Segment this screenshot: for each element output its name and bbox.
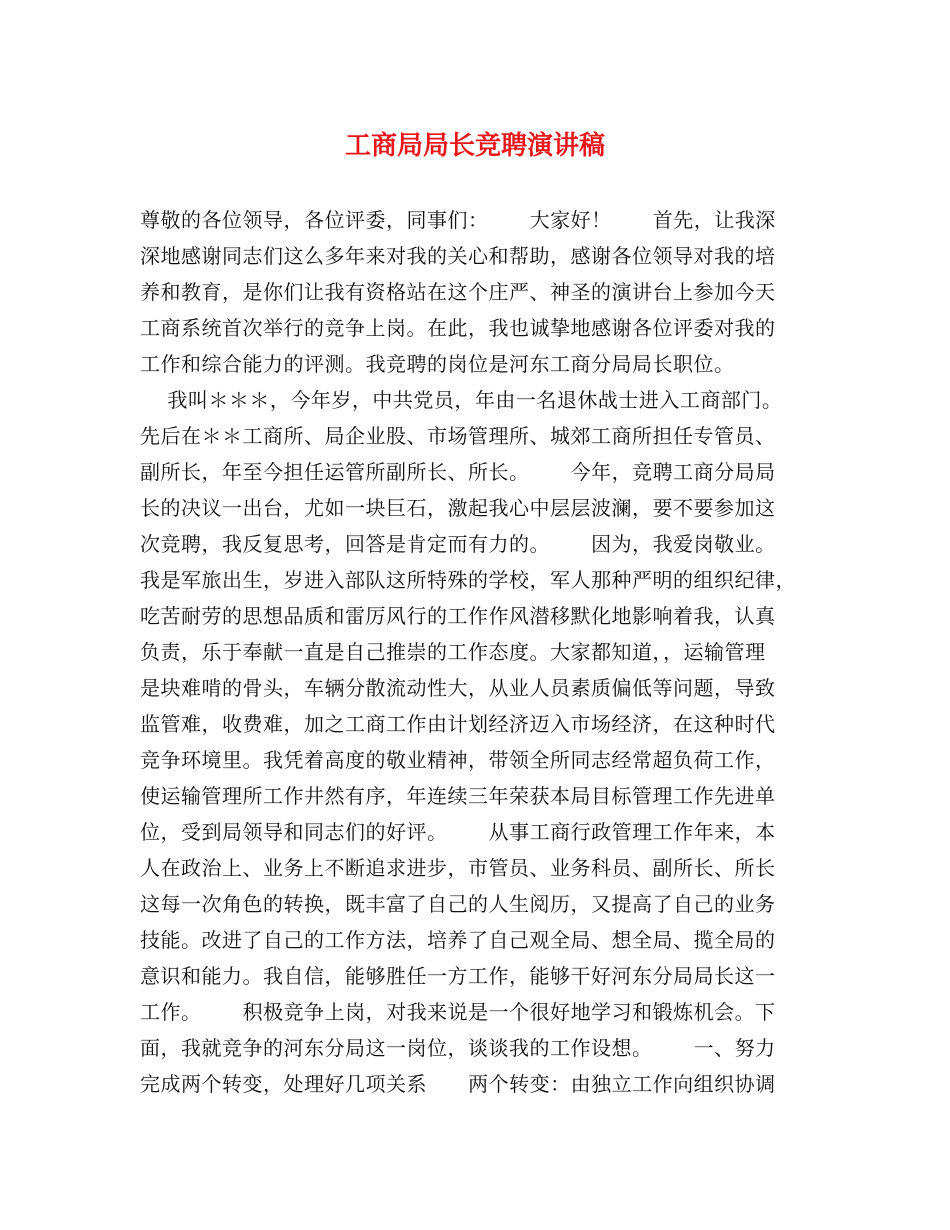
body-line: 副所长，年至今担任运管所副所长、所长。 今年，竞聘工商分局局 [140,460,776,484]
document-body [140,202,830,1102]
body-line: 位，受到局领导和同志们的好评。 从事工商行政管理工作年来，本 [140,820,776,844]
body-line: 人在政治上、业务上不断追求进步，市管员、业务科员、副所长、所长 [140,856,776,880]
body-line: 完成两个转变，处理好几项关系 两个转变：由独立工作向组织协调 [140,1072,776,1096]
body-line: 使运输管理所工作井然有序，年连续三年荣获本局目标管理工作先进单 [140,784,776,808]
body-line: 深地感谢同志们这么多年来对我的关心和帮助，感谢各位领导对我的培 [140,244,776,268]
body-line: 吃苦耐劳的思想品质和雷厉风行的工作作风潜移默化地影响着我，认真 [140,604,776,628]
document-title: 工商局局长竞聘演讲稿 [344,131,605,161]
body-line: 工作和综合能力的评测。我竞聘的岗位是河东工商分局局长职位。 [140,352,735,376]
body-line: 这每一次角色的转换，既丰富了自己的人生阅历，又提高了自己的业务 [140,892,776,916]
body-line: 监管难，收费难，加之工商工作由计划经济迈入市场经济，在这种时代 [140,712,776,736]
body-line: 次竞聘，我反复思考，回答是肯定而有力的。 因为，我爱岗敬业。 [140,532,776,556]
body-line: 竞争环境里。我凭着高度的敬业精神，带领全所同志经常超负荷工作， [140,748,776,772]
body-line: 工商系统首次举行的竞争上岗。在此，我也诚挚地感谢各位评委对我的 [140,316,776,340]
body-line: 养和教育，是你们让我有资格站在这个庄严、神圣的演讲台上参加今天 [140,280,776,304]
body-line: 长的决议一出台，尤如一块巨石，激起我心中层层波澜，要不要参加这 [140,496,776,520]
body-line: 我是军旅出生，岁进入部队这所特殊的学校，军人那种严明的组织纪律， [140,568,796,592]
body-line: 尊敬的各位领导，各位评委，同事们： 大家好！ 首先，让我深 [140,208,776,232]
body-line: 面，我就竞争的河东分局这一岗位，谈谈我的工作设想。 一、努力 [140,1036,776,1060]
body-line: 负责，乐于奉献一直是自己推崇的工作态度。大家都知道，，运输管理 [140,640,766,664]
body-line: 我叫＊＊＊，今年岁，中共党员，年由一名退休战士进入工商部门。 [140,388,783,412]
body-line: 工作。 积极竞争上岗，对我来说是一个很好地学习和锻炼机会。下 [140,1000,776,1024]
body-line: 是块难啃的骨头，车辆分散流动性大，从业人员素质偏低等问题，导致 [140,676,776,700]
body-line: 先后在＊＊工商所、局企业股、市场管理所、城郊工商所担任专管员、 [140,424,776,448]
body-line: 技能。改进了自己的工作方法，培养了自己观全局、想全局、揽全局的 [140,928,776,952]
body-line: 意识和能力。我自信，能够胜任一方工作，能够干好河东分局局长这一 [140,964,776,988]
